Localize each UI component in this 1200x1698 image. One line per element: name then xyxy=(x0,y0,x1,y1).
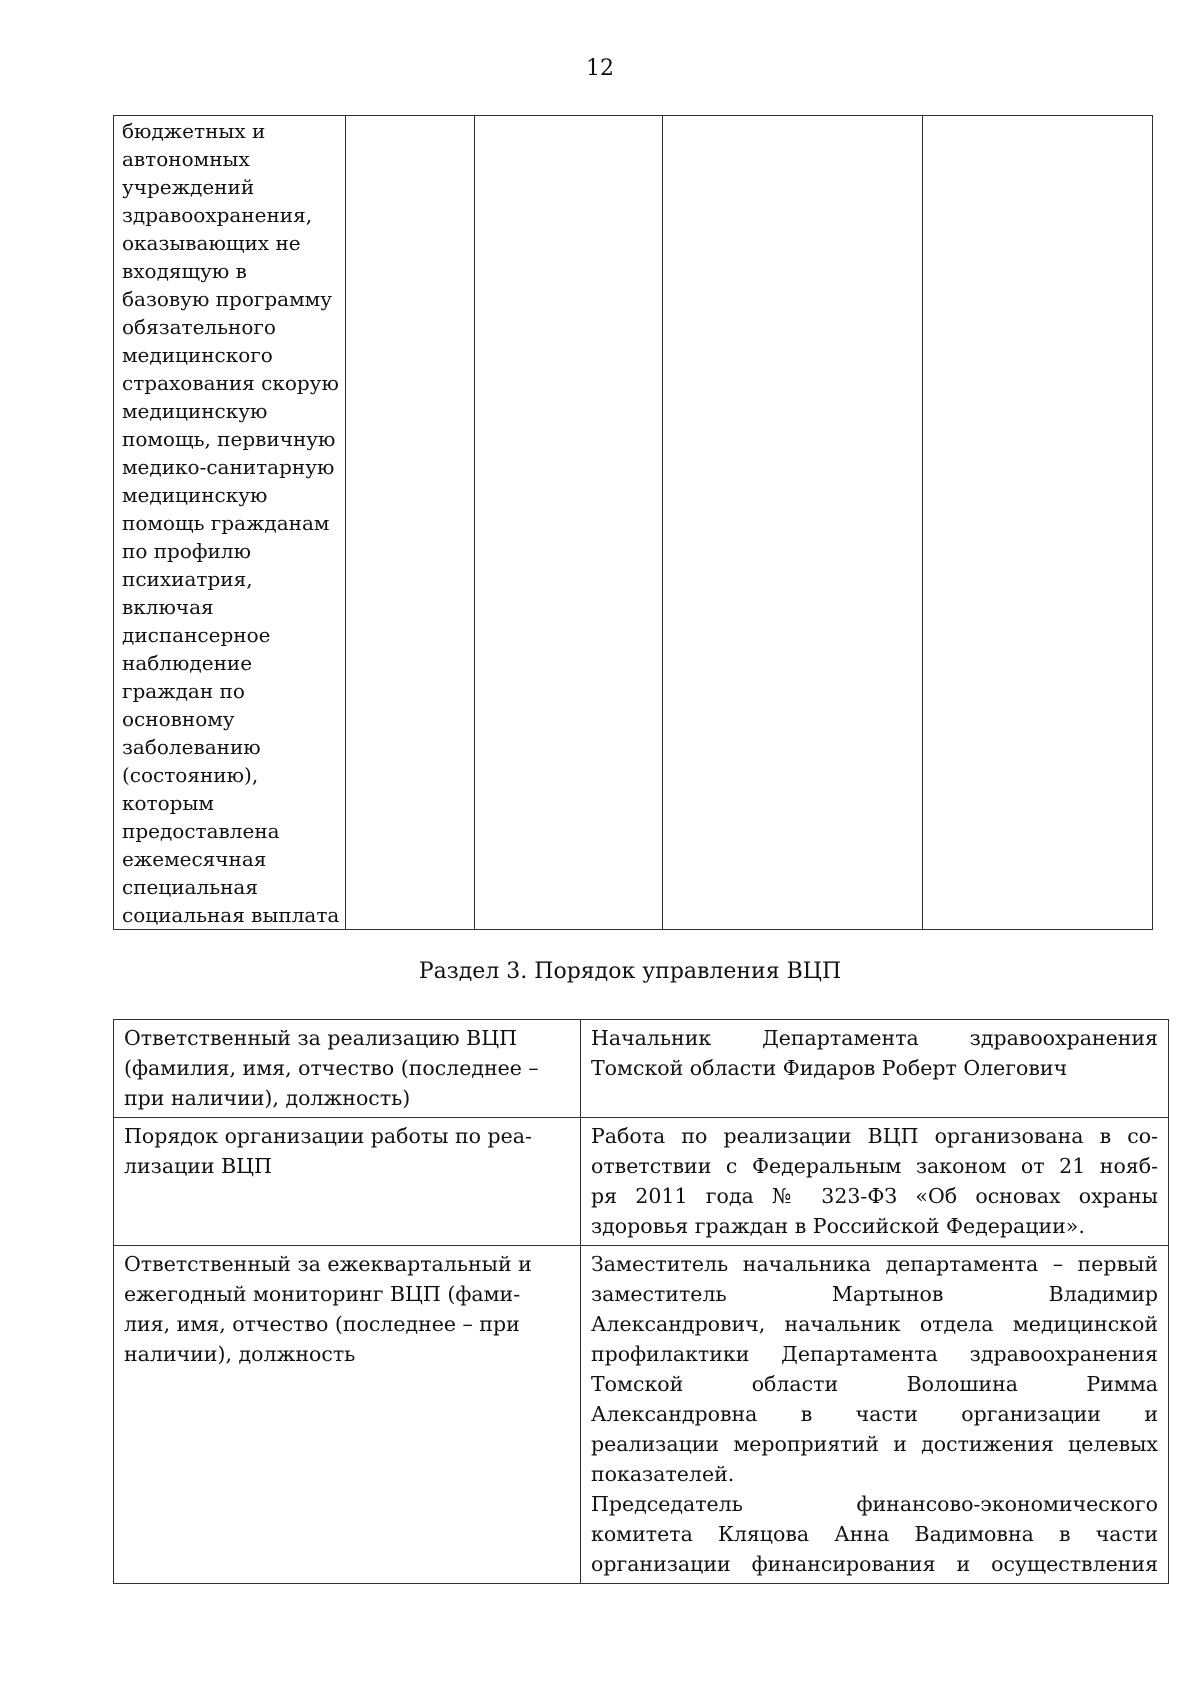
measure-description-line: входящую в xyxy=(122,259,247,283)
value-line: Заместитель начальника департамента – первый xyxy=(591,1252,1158,1276)
measure-description-line: заболеванию xyxy=(122,735,261,759)
value-line: профилактики Департамента здравоохранения xyxy=(591,1342,1158,1366)
measure-description-line: здравоохранения, xyxy=(122,203,313,227)
label-line: (фамилия, имя, отчество (последнее – xyxy=(124,1056,539,1080)
value-cell-monitoring xyxy=(581,1246,1169,1584)
value-line: Председатель финансово-экономического xyxy=(591,1492,1158,1516)
section-title: Раздел 3. Порядок управления ВЦП xyxy=(418,959,842,984)
measure-description-line: страхования скорую xyxy=(122,371,339,395)
label-line: Ответственный за реализацию ВЦП xyxy=(124,1026,517,1050)
page-number: 12 xyxy=(586,56,614,81)
label-cell-monitoring xyxy=(114,1246,581,1584)
table-row xyxy=(114,116,1153,930)
measure-description-line: по профилю xyxy=(122,539,252,563)
measure-description-line: медико-санитарную xyxy=(122,455,335,479)
measure-description-line: диспансерное xyxy=(122,623,271,647)
empty-cell xyxy=(923,116,1153,930)
measure-description-line: медицинскую xyxy=(122,483,268,507)
label-line: Ответственный за ежеквартальный и xyxy=(124,1252,532,1276)
value-line: реализации мероприятий и достижения целевых xyxy=(591,1432,1158,1456)
value-line: заместитель Мартынов Владимир xyxy=(591,1282,1158,1306)
measure-description-line: которым xyxy=(122,791,214,815)
measure-description-line: социальная выплата xyxy=(122,903,340,927)
measure-description-line: специальная xyxy=(122,875,258,899)
measure-description-line: помощь, первичную xyxy=(122,427,336,451)
measure-description-text xyxy=(114,116,345,929)
value-line: Томской области Фидаров Роберт Олегович xyxy=(591,1056,1068,1080)
measure-description-line: медицинскую xyxy=(122,399,268,423)
measure-description-line: оказывающих не xyxy=(122,231,301,255)
measure-description-cell xyxy=(114,116,346,930)
measure-description-line: граждан по xyxy=(122,679,245,703)
value-line: Работа по реализации ВЦП организована в со- xyxy=(591,1124,1158,1148)
empty-cell xyxy=(475,116,663,930)
measure-description-line: наблюдение xyxy=(122,651,253,675)
value-line: Начальник Департамента здравоохранения xyxy=(591,1026,1158,1050)
value-line: комитета Кляцова Анна Вадимовна в части xyxy=(591,1522,1158,1546)
value-line: здоровья граждан в Российской Федерации». xyxy=(591,1214,1085,1238)
measure-description-line: основному xyxy=(122,707,235,731)
table-row-procedure xyxy=(114,1118,1169,1246)
value-line: ответствии с Федеральным законом от 21 нояб- xyxy=(591,1154,1158,1178)
measure-description-line: помощь гражданам xyxy=(122,511,330,535)
measure-description-line: (состоянию), xyxy=(122,763,259,787)
value-line: ря 2011 года № 323-ФЗ «Об основах охраны xyxy=(591,1184,1158,1208)
value-line: организации финансирования и осуществления xyxy=(591,1552,1158,1576)
value-line: Александровна в части организации и xyxy=(591,1402,1158,1426)
measure-description-line: автономных xyxy=(122,147,250,171)
label-line: лия, имя, отчество (последнее – при xyxy=(124,1312,520,1336)
label-cell-responsible xyxy=(114,1020,581,1118)
table-row-responsible xyxy=(114,1020,1169,1118)
table-row-monitoring xyxy=(114,1246,1169,1584)
value-line: показателей. xyxy=(591,1462,735,1486)
label-line: при наличии), должность) xyxy=(124,1086,411,1110)
measure-description-line: включая xyxy=(122,595,214,619)
measure-description-line: предоставлена xyxy=(122,819,280,843)
measure-description-line: обязательного xyxy=(122,315,276,339)
value-cell-responsible xyxy=(581,1020,1169,1118)
label-cell-procedure xyxy=(114,1118,581,1246)
measure-description-line: психиатрия, xyxy=(122,567,253,591)
label-line: Порядок организации работы по реа- xyxy=(124,1124,532,1148)
measure-description-line: ежемесячная xyxy=(122,847,267,871)
label-line: наличии), должность xyxy=(124,1342,356,1366)
management-table xyxy=(113,1019,1169,1584)
empty-cell xyxy=(663,116,923,930)
continuation-table xyxy=(113,115,1153,930)
measure-description-line: учреждений xyxy=(122,175,255,199)
value-cell-procedure xyxy=(581,1118,1169,1246)
measure-description-line: базовую программу xyxy=(122,287,332,311)
measure-description-line: медицинского xyxy=(122,343,273,367)
value-line: Томской области Волошина Римма xyxy=(591,1372,1158,1396)
value-line: Александрович, начальник отдела медицинской xyxy=(591,1312,1158,1336)
empty-cell xyxy=(346,116,475,930)
measure-description-line: бюджетных и xyxy=(122,119,266,143)
label-line: ежегодный мониторинг ВЦП (фами- xyxy=(124,1282,521,1306)
label-line: лизации ВЦП xyxy=(124,1154,272,1178)
